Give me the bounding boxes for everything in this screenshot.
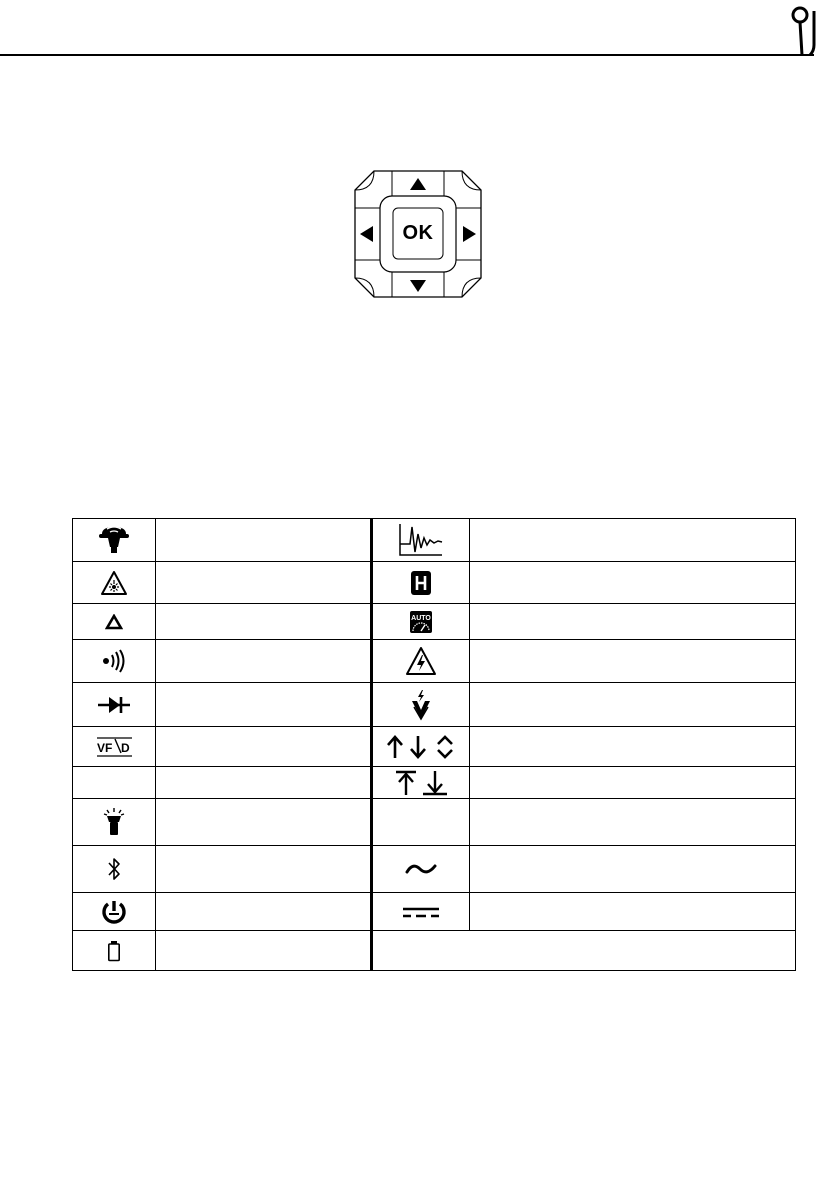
data-hold-icon [372,562,470,604]
laser-warning-icon [73,562,156,604]
table-row [73,727,796,767]
legend-empty-cell [372,799,470,846]
legend-text [470,727,796,767]
scissors-icon [793,8,814,55]
legend-text [156,640,372,683]
table-row [73,683,796,727]
max-min-arrows-icon [372,727,470,767]
lowz-lightning-icon [372,683,470,727]
relative-delta-icon [73,604,156,640]
legend-text [470,604,796,640]
table-row [73,799,796,846]
inrush-current-waveform-icon [372,519,470,562]
table-row [73,767,796,799]
svg-text:VF: VF [97,740,113,755]
legend-text [156,727,372,767]
svg-text:AUTO: AUTO [411,614,431,622]
table-row [73,604,796,640]
legend-text [156,519,372,562]
legend-text [470,846,796,893]
vfd-icon [73,727,156,767]
legend-text [470,683,796,727]
table-row [73,519,796,562]
auto-range-icon [372,604,470,640]
table-row [73,931,796,971]
table-row [73,846,796,893]
svg-text:D: D [121,740,130,755]
battery-icon [73,931,156,971]
ac-sine-icon [372,846,470,893]
dc-icon [372,893,470,931]
diode-icon [73,683,156,727]
legend-text [470,799,796,846]
legend-text [470,893,796,931]
auto-power-off-icon [73,893,156,931]
peak-arrows-icon [372,767,470,799]
symbol-legend-table [72,518,796,971]
bluetooth-icon [73,846,156,893]
table-row [73,640,796,683]
legend-empty-cell [73,767,156,799]
legend-text [156,799,372,846]
non-contact-voltage-icon [73,519,156,562]
legend-text [156,604,372,640]
continuity-beeper-icon [73,640,156,683]
table-row [73,562,796,604]
legend-empty-wide-cell [372,931,796,971]
legend-text [470,640,796,683]
ok-button-label[interactable]: OK [402,221,434,244]
legend-text [156,931,372,971]
legend-text [156,767,372,799]
table-row [73,893,796,931]
legend-text [156,562,372,604]
high-voltage-warning-icon [372,640,470,683]
legend-text [156,846,372,893]
flashlight-icon [73,799,156,846]
legend-text [156,683,372,727]
legend-text [156,893,372,931]
legend-text [470,767,796,799]
scissors-cut-line [0,0,840,70]
legend-text [470,519,796,562]
legend-text [470,562,796,604]
